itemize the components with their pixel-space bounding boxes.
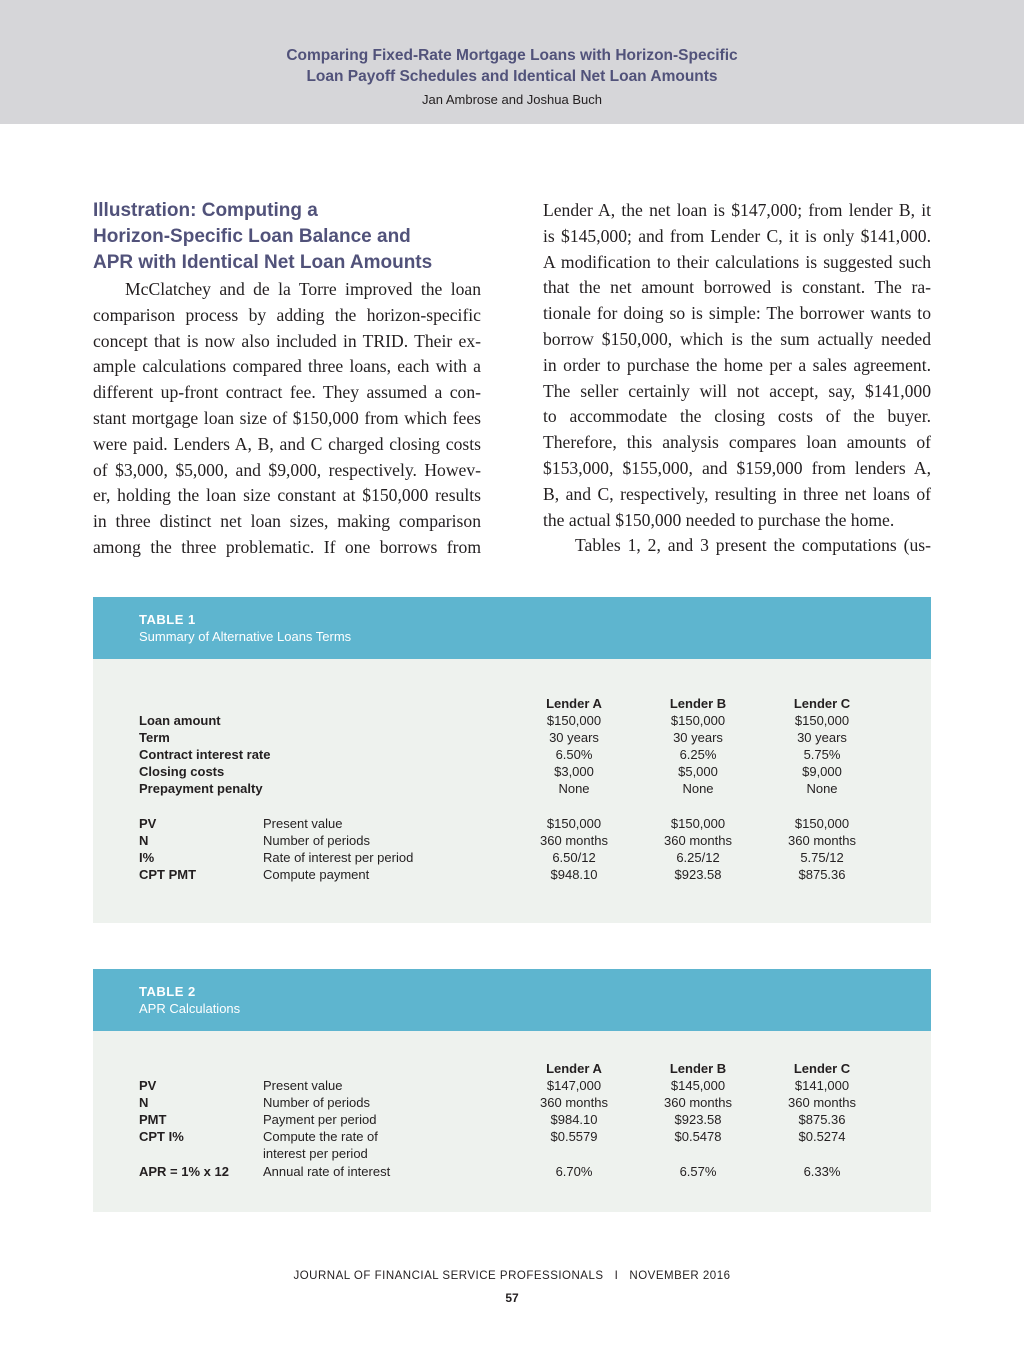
- row-description: Number of periods: [263, 1095, 370, 1110]
- text-line: in three distinct net loan sizes, making comparison: [93, 511, 481, 532]
- cell-lender-a: 6.50%: [555, 747, 593, 762]
- row-label: N: [139, 833, 149, 848]
- text-line: Lender A, the net loan is $147,000; from lender B, it: [543, 200, 931, 220]
- cell-lender-c: 360 months: [788, 1095, 856, 1110]
- table-1-label: TABLE 1: [139, 612, 196, 627]
- journal-footer: JOURNAL OF FINANCIAL SERVICE PROFESSIONALS I NOVEMBER 2016: [293, 1270, 731, 1282]
- text-line: borrow $150,000, which is the sum actually needed: [543, 328, 931, 349]
- cell-lender-c: $875.36: [798, 867, 846, 882]
- text-line: were paid. Lenders A, B, and C charged closing costs: [93, 433, 481, 454]
- text-line: to accommodate the closing costs of the buyer.: [543, 406, 931, 427]
- row-label: PMT: [139, 1112, 167, 1127]
- cell-lender-b: 360 months: [664, 833, 732, 848]
- column-header-lender-a: Lender A: [546, 1061, 602, 1076]
- cell-lender-a: 30 years: [549, 730, 599, 745]
- cell-lender-c: 30 years: [797, 730, 847, 745]
- cell-lender-a: 6.70%: [555, 1164, 593, 1179]
- article-title-line-2: Loan Payoff Schedules and Identical Net Loan Amounts: [306, 68, 718, 85]
- column-header-lender-c: Lender C: [793, 696, 851, 711]
- table-2-title-band: [93, 969, 931, 1031]
- cell-lender-c: 5.75/12: [800, 850, 844, 865]
- cell-lender-a: $147,000: [546, 1078, 602, 1093]
- row-label: CPT PMT: [139, 867, 197, 882]
- cell-lender-a: $150,000: [546, 713, 602, 728]
- page-number: 57: [505, 1291, 519, 1305]
- text-line: tionale for doing so is simple: The borrower wants to: [543, 303, 931, 324]
- cell-lender-c: $9,000: [802, 764, 842, 779]
- cell-lender-a: None: [558, 781, 590, 796]
- cell-lender-b: 6.25/12: [676, 850, 720, 865]
- text-line: Tables 1, 2, and 3 present the computations (us-: [575, 535, 931, 556]
- text-line: comparison process by adding the horizon-specific: [93, 304, 481, 325]
- text-line: among the three problematic. If one borrows from: [93, 536, 481, 557]
- cell-lender-b: $923.58: [674, 1112, 722, 1127]
- cell-lender-a: $3,000: [554, 764, 594, 779]
- text-line: of $3,000, $5,000, and $9,000, respectively. Howev-: [93, 459, 481, 480]
- row-label: Prepayment penalty: [139, 781, 263, 796]
- cell-lender-b: $5,000: [678, 764, 718, 779]
- row-description: Compute payment: [263, 867, 370, 882]
- text-line: $153,000, $155,000, and $159,000 from lenders A,: [543, 457, 931, 478]
- body-paragraph-left: [93, 277, 481, 561]
- column-header-lender-a: Lender A: [546, 696, 602, 711]
- column-header-lender-c: Lender C: [793, 1061, 851, 1076]
- cell-lender-b: 6.25%: [679, 747, 717, 762]
- right-column: [543, 198, 931, 559]
- row-label: PV: [139, 1078, 157, 1093]
- cell-lender-c: 5.75%: [803, 747, 841, 762]
- article-title-line-1: Comparing Fixed-Rate Mortgage Loans with Horizon-Specific: [286, 47, 738, 64]
- row-label: I%: [139, 850, 155, 865]
- cell-lender-b: $150,000: [670, 816, 726, 831]
- row-label: APR = 1% x 12: [139, 1164, 229, 1179]
- left-column: [93, 198, 481, 561]
- row-description: Annual rate of interest: [263, 1164, 391, 1179]
- cell-lender-b: $0.5478: [674, 1129, 722, 1144]
- text-line: A modification to their calculations is suggested such: [543, 251, 931, 272]
- cell-lender-a: 6.50/12: [552, 850, 596, 865]
- cell-lender-a: 360 months: [540, 1095, 608, 1110]
- cell-lender-b: 360 months: [664, 1095, 732, 1110]
- text-line: The seller certainly will not accept, say, $141,000: [543, 380, 931, 401]
- text-line: different up-front contract fee. They assumed a con-: [93, 382, 481, 403]
- cell-lender-c: 6.33%: [803, 1164, 841, 1179]
- table-1-title-band: [93, 597, 931, 659]
- cell-lender-b: 30 years: [673, 730, 723, 745]
- row-description: Rate of interest per period: [263, 850, 414, 865]
- cell-lender-c: None: [806, 781, 838, 796]
- cell-lender-a: $984.10: [550, 1112, 598, 1127]
- heading-line: Illustration: Computing a: [93, 200, 318, 221]
- running-header: [0, 0, 1024, 124]
- cell-lender-c: $150,000: [794, 816, 850, 831]
- table-2-label: TABLE 2: [139, 984, 196, 999]
- row-label: N: [139, 1095, 149, 1110]
- row-label: CPT I%: [139, 1129, 184, 1144]
- cell-lender-b: $150,000: [670, 713, 726, 728]
- text-line: Therefore, this analysis compares loan amounts of: [543, 432, 931, 453]
- row-description-continued: interest per period: [263, 1146, 368, 1161]
- text-line: concept that is now also included in TRID. Their ex-: [93, 330, 481, 351]
- cell-lender-c: $141,000: [794, 1078, 850, 1093]
- table-2: [93, 969, 931, 1212]
- table-2-subtitle: APR Calculations: [139, 1001, 241, 1016]
- cell-lender-c: $875.36: [798, 1112, 846, 1127]
- cell-lender-c: 360 months: [788, 833, 856, 848]
- cell-lender-b: None: [682, 781, 714, 796]
- text-line: B, and C, respectively, resulting in three net loans of: [543, 483, 931, 504]
- row-label: Contract interest rate: [139, 747, 271, 762]
- text-line: is $145,000; and from Lender C, it is only $141,000.: [543, 225, 931, 246]
- text-line: stant mortgage loan size of $150,000 from which fees: [93, 407, 481, 428]
- heading-line: Horizon-Specific Loan Balance and: [93, 226, 411, 247]
- row-description: Present value: [263, 816, 343, 831]
- section-heading: [93, 198, 481, 276]
- column-header-lender-b: Lender B: [669, 696, 727, 711]
- cell-lender-a: $0.5579: [550, 1129, 598, 1144]
- table-1-subtitle: Summary of Alternative Loans Terms: [139, 629, 352, 644]
- row-label: Term: [139, 730, 170, 745]
- row-description: Present value: [263, 1078, 343, 1093]
- row-label: Closing costs: [139, 764, 225, 779]
- row-description: Compute the rate of: [263, 1129, 378, 1144]
- text-line: that the net amount borrowed is constant. The ra-: [543, 277, 931, 298]
- text-line: in order to purchase the home per a sales agreement.: [543, 354, 931, 375]
- row-label: PV: [139, 816, 157, 831]
- cell-lender-c: $150,000: [794, 713, 850, 728]
- text-line: er, holding the loan size constant at $150,000 results: [93, 485, 481, 506]
- cell-lender-b: $145,000: [670, 1078, 726, 1093]
- authors: Jan Ambrose and Joshua Buch: [422, 92, 602, 107]
- text-line: McClatchey and de la Torre improved the loan: [125, 279, 481, 299]
- column-header-lender-b: Lender B: [669, 1061, 727, 1076]
- row-description: Payment per period: [263, 1112, 377, 1127]
- cell-lender-c: $0.5274: [798, 1129, 846, 1144]
- cell-lender-a: $948.10: [550, 867, 598, 882]
- text-line: the actual $150,000 needed to purchase the home.: [543, 509, 895, 530]
- cell-lender-a: 360 months: [540, 833, 608, 848]
- table-1: [93, 597, 931, 923]
- text-line: ample calculations compared three loans, each with a: [93, 356, 481, 377]
- cell-lender-b: $923.58: [674, 867, 722, 882]
- row-label: Loan amount: [139, 713, 221, 728]
- body-paragraph-right: [543, 198, 931, 559]
- cell-lender-a: $150,000: [546, 816, 602, 831]
- heading-line: APR with Identical Net Loan Amounts: [93, 252, 433, 273]
- row-description: Number of periods: [263, 833, 370, 848]
- cell-lender-b: 6.57%: [679, 1164, 717, 1179]
